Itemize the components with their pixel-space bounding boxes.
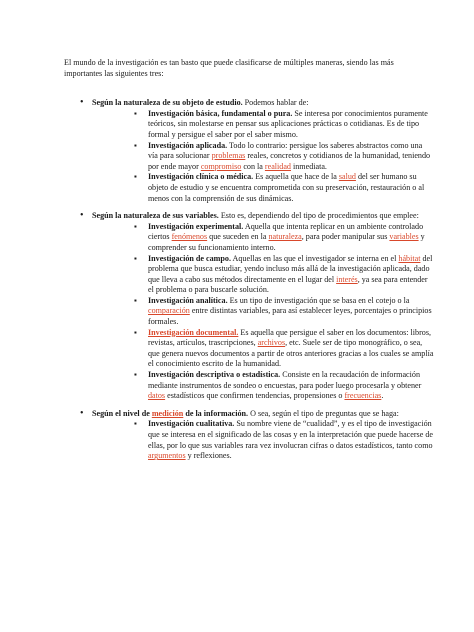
section-title: Según la naturaleza de su objeto de estudio.: [92, 98, 243, 108]
section-title: Según el nivel de: [92, 408, 152, 418]
section-item: [64, 98, 434, 204]
checkbox-square-icon: ▪: [134, 370, 137, 380]
subtype-item: [92, 419, 434, 461]
checkbox-square-icon: ▪: [134, 419, 137, 429]
body-text: inmediata.: [290, 161, 327, 171]
subtype-item: [92, 328, 434, 370]
subtype-heading: Investigación experimental.: [148, 221, 244, 231]
subtype-item: [92, 296, 434, 328]
subtype-heading-link[interactable]: Investigación documental.: [148, 327, 239, 337]
classification-list: [64, 98, 434, 462]
body-text: reales, concretos y cotidianos de la humanidad, teniendo por ende mayor: [148, 151, 431, 171]
section-text: O sea, según el tipo de preguntas que se haga:: [248, 408, 399, 418]
subtype-item: [92, 109, 434, 141]
body-text: Todo lo contrario: persigue los saberes abstractos como una vía para solucionar: [148, 140, 423, 161]
inline-link[interactable]: problemas: [211, 151, 246, 161]
checkbox-square-icon: ▪: [134, 108, 137, 118]
section-item: [64, 409, 434, 462]
subtype-item: [92, 141, 434, 173]
section-item: [64, 211, 434, 402]
body-text: Es aquella que persigue el saber en los documentos: libros, revistas, artículos, trascripciones,: [148, 327, 432, 348]
body-text: .: [381, 391, 384, 401]
subtype-list: [92, 222, 434, 402]
subtype-item: [92, 172, 434, 204]
body-text: estadísticos que confirmen tendencias, propensiones o: [165, 391, 345, 401]
inline-link[interactable]: fenómenos: [171, 232, 208, 242]
subtype-item: [92, 222, 434, 254]
body-text: Consiste en la recaudación de información mediante instrumentos de sondeo o encuestas, para poder luego procesarla y obtener: [148, 370, 422, 390]
subtype-heading: Investigación cualitativa.: [148, 419, 235, 429]
body-text: y comprender su funcionamiento interno.: [148, 232, 425, 252]
body-text: Es aquella que hace de la: [253, 172, 339, 182]
inline-link[interactable]: frecuencias: [344, 391, 382, 401]
subtype-heading: Investigación aplicada.: [148, 140, 228, 150]
intro-paragraph: El mundo de la investigación es tan basto que puede clasificarse de múltiples maneras, siendo las más importantes las siguientes tres:: [64, 58, 394, 78]
section-text: Esto es, dependiendo del tipo de procedimientos que emplee:: [218, 211, 419, 221]
body-text: Su nombre viene de “cualidad”, y es el tipo de investigación que se interesa en el significado de las cosas y en la interpretación que puede hacerse de ellas, por lo que sus variables rara vez involucran cifras o datos estadísticos, tanto como: [148, 419, 433, 450]
subtype-list: [92, 419, 434, 461]
body-text: del problema que busca estudiar, yendo incluso más allá de la investigación aplicada, dado que lleva a cabo sus métodos directamente en el lugar del: [148, 253, 433, 284]
section-text: Podemos hablar de:: [242, 98, 309, 108]
subtype-heading: Investigación analítica.: [148, 295, 228, 305]
checkbox-square-icon: ▪: [134, 172, 137, 182]
body-text: Aquella que intenta replicar en un ambiente controlado ciertos: [148, 221, 424, 242]
body-text: que suceden en la: [207, 232, 269, 242]
inline-link[interactable]: realidad: [264, 161, 291, 171]
body-text: , etc. Suele ser de tipo monográfico, o sea, que genera nuevos documentos a partir de otros anteriores gracias a los cuales se amplía el conocimiento escrito de la humanidad.: [148, 338, 434, 369]
subtype-heading: Investigación descriptiva o estadística.: [148, 370, 281, 380]
subtype-item: [92, 254, 434, 296]
subtype-heading: Investigación de campo.: [148, 253, 231, 263]
checkbox-square-icon: ▪: [134, 221, 137, 231]
checkbox-square-icon: ▪: [134, 140, 137, 150]
section-title: Según la naturaleza de sus variables.: [92, 211, 219, 221]
inline-link[interactable]: salud: [338, 172, 356, 182]
checkbox-square-icon: ▪: [134, 295, 137, 305]
inline-link[interactable]: variables: [389, 232, 419, 242]
checkbox-square-icon: ▪: [134, 253, 137, 263]
subtype-list: [92, 109, 434, 204]
body-text: Se interesa por conocimientos puramente teóricos, sin molestarse en pensar sus aplicaciones prácticas o cotidianas. Es de tipo formal y persigue el saber por el saber mismo.: [148, 108, 428, 139]
inline-link[interactable]: hábitat: [398, 253, 421, 263]
checkbox-square-icon: ▪: [134, 327, 137, 337]
section-title-link[interactable]: medición: [151, 408, 184, 418]
body-text: entre distintas variables, para así establecer leyes, porcentajes o principios formales.: [148, 306, 432, 327]
body-text: y reflexiones.: [185, 451, 232, 461]
subtype-heading: Investigación básica, fundamental o pura.: [148, 108, 293, 118]
inline-link[interactable]: interés: [336, 274, 358, 284]
inline-link[interactable]: archivos: [257, 338, 286, 348]
inline-link[interactable]: datos: [148, 391, 166, 401]
inline-link[interactable]: argumentos: [148, 451, 186, 461]
body-text: Aquellas en las que el investigador se interna en el: [230, 253, 399, 263]
body-text: , ya sea para entender el problema o para buscarle solución.: [148, 274, 428, 295]
inline-link[interactable]: comparación: [148, 306, 190, 316]
subtype-item: [92, 370, 434, 402]
body-text: con la: [241, 161, 265, 171]
body-text: , para poder manipular sus: [301, 232, 390, 242]
body-text: del ser humano su objeto de estudio y se encuentra comprometida con su preservación, restauración o al menos con la comprensión de sus dinámicas.: [148, 172, 425, 203]
subtype-heading: Investigación clínica o médica.: [148, 172, 254, 182]
section-title-end: de la información.: [183, 408, 249, 418]
body-text: Es un tipo de investigación que se basa en el cotejo o la: [227, 295, 410, 305]
inline-link[interactable]: naturaleza: [268, 232, 302, 242]
inline-link[interactable]: compromiso: [200, 161, 242, 171]
